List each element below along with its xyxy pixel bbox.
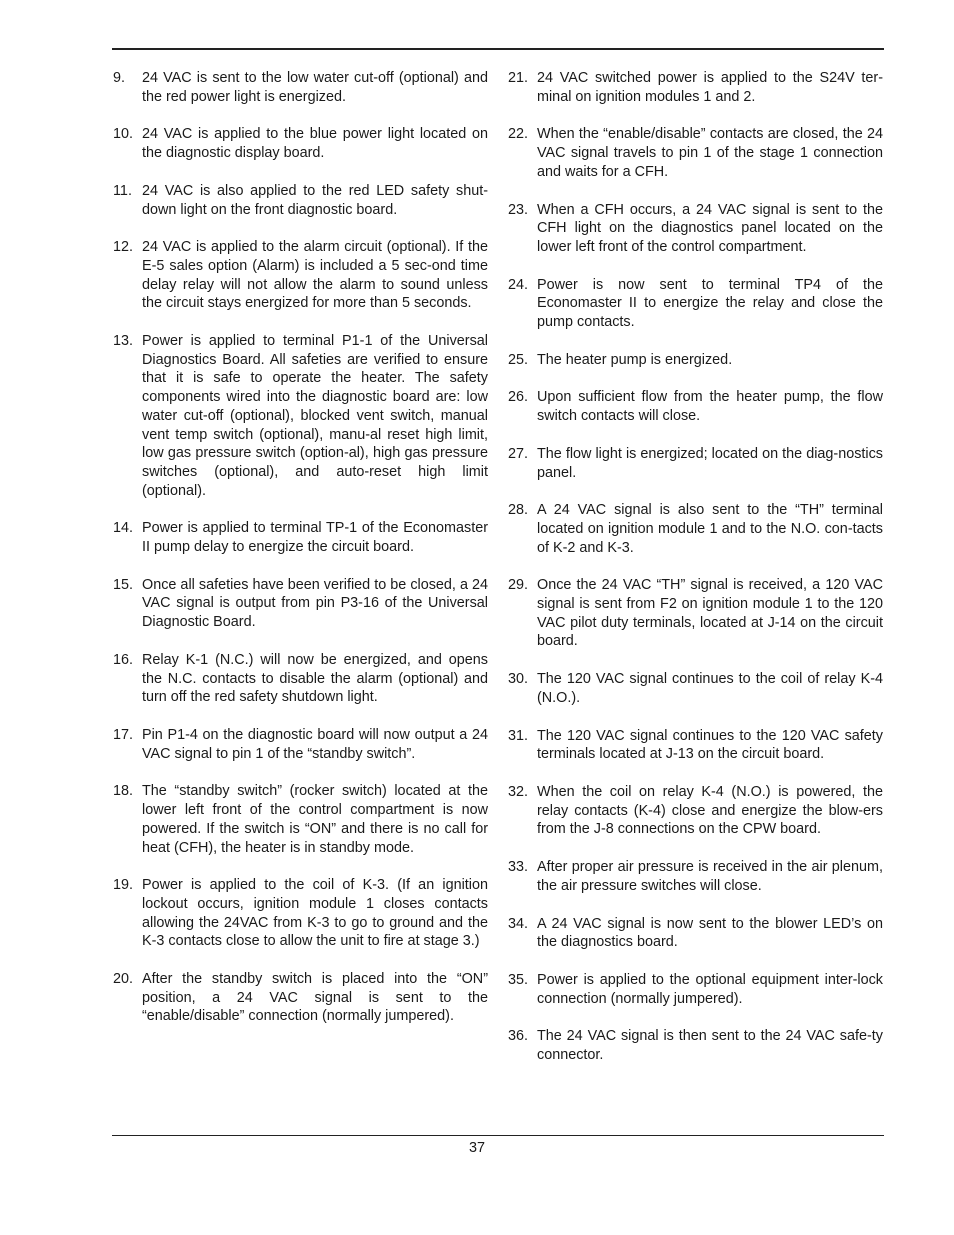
item-text: Power is applied to the optional equipment inter-lock connection (normally jumpered). (537, 971, 883, 1007)
list-item (508, 670, 883, 707)
list-item (508, 201, 883, 257)
list-item (113, 238, 488, 313)
item-text: A 24 VAC signal is also sent to the “TH” terminal located on ignition module 1 and to the N.O. con-tacts of K-2 and K-3. (537, 502, 883, 556)
item-number: 29. (508, 577, 529, 594)
list-item (508, 501, 883, 557)
page-number: 37 (468, 1140, 485, 1156)
item-number: 27. (508, 445, 529, 462)
item-number: 33. (508, 859, 529, 876)
item-number: 17. (113, 726, 134, 743)
item-number: 21. (508, 70, 529, 86)
list-item (508, 727, 883, 764)
item-number: 16. (113, 651, 134, 668)
list-item (508, 69, 883, 106)
item-text: The heater pump is energized. (537, 351, 733, 368)
list-item (113, 69, 488, 106)
left-column (113, 69, 488, 1026)
item-number: 9. (113, 70, 126, 86)
item-text: After proper air pressure is received in the air plenum, the air pressure switches will close. (537, 859, 883, 894)
item-number: 12. (113, 239, 134, 256)
list-item (113, 651, 488, 707)
item-number: 14. (113, 520, 134, 537)
item-text: Once the 24 VAC “TH” signal is received, a 120 VAC signal is sent from F2 on ignition module 1 to the 120 VAC pilot duty terminals, located at J-14 on the circuit board. (537, 577, 883, 650)
item-text: The 120 VAC signal continues to the 120 VAC safety terminals located at J-13 on the circuit board. (537, 727, 883, 763)
item-number: 15. (113, 576, 134, 593)
list-item (113, 726, 488, 763)
item-text: Upon sufficient flow from the heater pump, the flow switch contacts will close. (537, 389, 883, 425)
list-item (113, 970, 488, 1026)
list-item (508, 915, 883, 952)
list-item (113, 782, 488, 857)
list-item (508, 783, 883, 839)
item-number: 24. (508, 276, 529, 293)
list-item (508, 445, 883, 482)
item-text: 24 VAC switched power is applied to the S24V ter-minal on ignition modules 1 and 2. (537, 70, 883, 105)
item-text: Relay K-1 (N.C.) will now be energized, and opens the N.C. contacts to disable the alarm (optional) and turn off the red safety shutdown light. (142, 651, 488, 706)
item-number: 31. (508, 727, 529, 744)
list-item (113, 519, 488, 556)
item-text: 24 VAC is applied to the alarm circuit (optional). If the E-5 sales option (Alarm) is included a 5 sec-ond time delay relay will not allow the alarm to sound unless the circuit stays energized for more than 5 seconds. (142, 239, 488, 312)
list-item (113, 876, 488, 951)
item-number: 11. (113, 182, 132, 199)
item-text: Power is applied to terminal P1-1 of the Universal Diagnostics Board. All safeties are verified to ensure that it is safe to operate the heater. The safety components wired into the diagnostic board are: low water cut-off (optional), blocked vent switch, manual vent temp switch (optional), manu-al reset high limit, low gas pressure switch (option-al), high gas pressure switches (optional), and auto-reset high limit (optional). (142, 333, 488, 499)
list-item (508, 858, 883, 895)
item-text: When the coil on relay K-4 (N.O.) is powered, the relay contacts (K-4) close and energize the blow-ers from the J-8 connections on the CPW board. (537, 783, 883, 838)
item-number: 28. (508, 502, 529, 519)
list-item (508, 971, 883, 1008)
list-item (113, 332, 488, 500)
item-number: 35. (508, 971, 529, 988)
item-text: The 120 VAC signal continues to the coil of relay K-4 (N.O.). (537, 671, 883, 706)
header-rule (112, 48, 884, 50)
item-number: 26. (508, 389, 529, 406)
item-text: The “standby switch” (rocker switch) located at the lower left front of the control compartment is now powered. If the switch is “ON” and there is no call for heat (CFH), the heater is in standby mode. (142, 783, 488, 856)
list-item (508, 351, 883, 370)
item-text: 24 VAC is sent to the low water cut-off (optional) and the red power light is energized. (142, 70, 488, 105)
item-number: 13. (113, 333, 134, 350)
item-number: 25. (508, 351, 529, 368)
item-text: Power is applied to terminal TP-1 of the Economaster II pump delay to energize the circuit board. (142, 520, 488, 556)
item-number: 22. (508, 126, 529, 143)
item-text: A 24 VAC signal is now sent to the blower LED’s on the diagnostics board. (537, 915, 883, 951)
item-text: The 24 VAC signal is then sent to the 24 VAC safe-ty connector. (537, 1028, 883, 1064)
item-text: After the standby switch is placed into the “ON” position, a 24 VAC signal is sent to the “enable/disable” connection (normally jumpered). (142, 971, 488, 1025)
item-number: 32. (508, 783, 529, 800)
item-text: Once all safeties have been verified to be closed, a 24 VAC signal is output from pin P3-16 of the Universal Diagnostic Board. (142, 576, 488, 631)
item-text: 24 VAC is applied to the blue power light located on the diagnostic display board. (142, 126, 488, 162)
list-item (113, 125, 488, 162)
item-text: The flow light is energized; located on the diag-nostics panel. (537, 445, 883, 481)
list-item (508, 388, 883, 425)
list-item (113, 576, 488, 632)
list-item (508, 576, 883, 651)
item-text: 24 VAC is also applied to the red LED safety shut-down light on the front diagnostic board. (142, 182, 488, 218)
item-text: Power is applied to the coil of K-3. (If an ignition lockout occurs, ignition module 1 closes contacts allowing the 24VAC from K-3 to go to ground and the K-3 contacts close to allow the unit to fire at stage 3.) (142, 877, 488, 950)
list-item (508, 125, 883, 181)
item-number: 30. (508, 671, 529, 688)
item-number: 34. (508, 915, 529, 932)
list-item (113, 182, 488, 219)
item-number: 18. (113, 783, 134, 800)
item-text: When a CFH occurs, a 24 VAC signal is sent to the CFH light on the diagnostics panel located on the lower left front of the control compartment. (537, 201, 883, 255)
item-number: 20. (113, 971, 134, 988)
list-item (508, 1027, 883, 1064)
list-item (508, 276, 883, 332)
footer-rule (112, 1135, 884, 1136)
item-text: When the “enable/disable” contacts are closed, the 24 VAC signal travels to pin 1 of the stage 1 connection and waits for a CFH. (537, 126, 883, 180)
item-number: 23. (508, 201, 529, 218)
item-text: Pin P1-4 on the diagnostic board will now output a 24 VAC signal to pin 1 of the “standby switch”. (142, 726, 488, 762)
right-column (508, 69, 883, 1065)
item-number: 19. (113, 877, 134, 894)
item-number: 10. (113, 126, 134, 143)
item-number: 36. (508, 1028, 529, 1045)
item-text: Power is now sent to terminal TP4 of the Economaster II to energize the relay and close the pump contacts. (537, 276, 883, 331)
